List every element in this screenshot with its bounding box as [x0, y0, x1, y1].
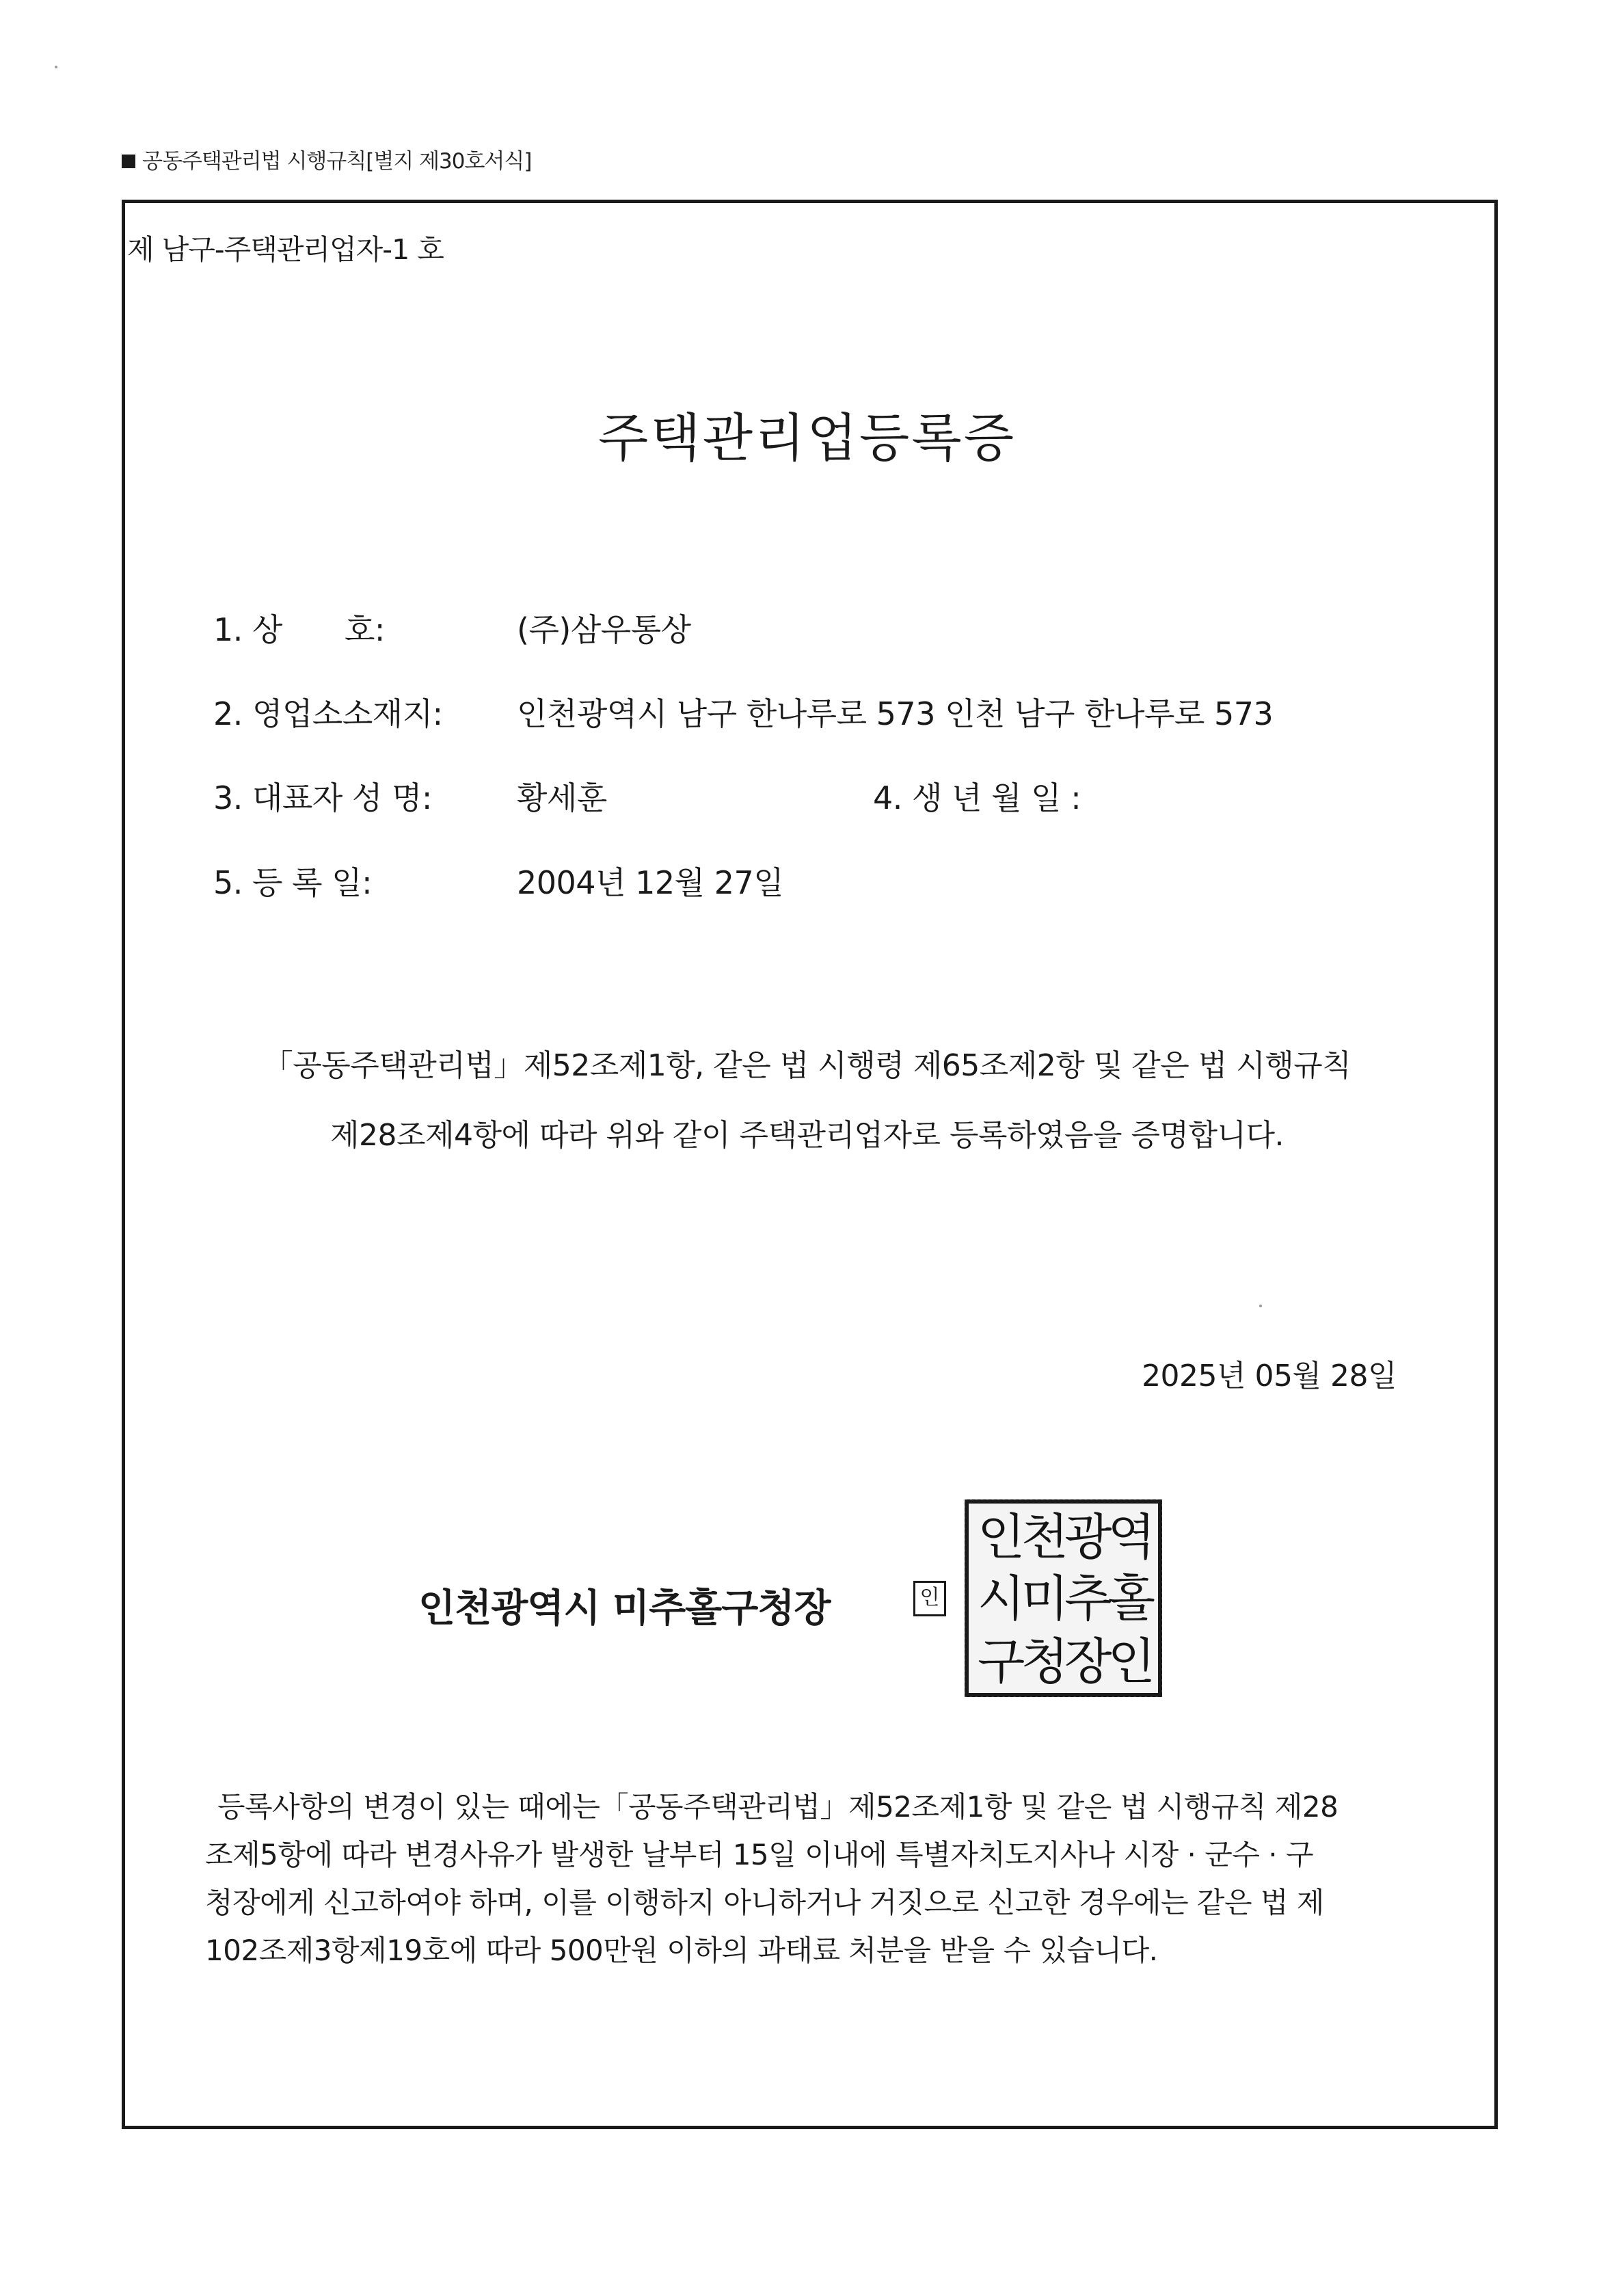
- scan-speck: [55, 66, 57, 68]
- issuer-name: 인천광역시 미추홀구청장: [418, 1586, 831, 1631]
- notice-line: 등록사항의 변경이 있는 때에는「공동주택관리법」제52조제1항 및 같은 법 시행규칙 제28: [217, 1790, 1339, 1824]
- address-value: 인천광역시 남구 한나루로 573 인천 남구 한나루로 573: [517, 695, 1274, 732]
- document-title: 주택관리업등록증: [597, 408, 1017, 468]
- notice-paragraph: [205, 1783, 1408, 1975]
- certification-line: 「공동주택관리법」제52조제1항, 같은 법 시행령 제65조제2항 및 같은 법 시행규칙: [263, 1048, 1351, 1083]
- notice-line: 조제5항에 따라 변경사유가 발생한 날부터 15일 이내에 특별자치도지사나 시장 · 군수 · 구: [205, 1838, 1314, 1871]
- notice-line: 청장에게 신고하여야 하며, 이를 이행하지 아니하거나 거짓으로 신고한 경우에는 같은 법 제: [205, 1886, 1324, 1919]
- registration-date-label: 5. 등 록 일:: [213, 864, 373, 901]
- black-square-icon: [122, 155, 135, 168]
- certification-line: 제28조제4항에 따라 위와 같이 주택관리업자로 등록하였음을 증명합니다.: [330, 1118, 1284, 1153]
- form-reference: [122, 144, 531, 174]
- registration-number: 제 남구-주택관리업자-1 호: [127, 233, 444, 266]
- trade-name-label: 1. 상 호:: [213, 611, 385, 648]
- svg-text:구청장인: 구청장인: [977, 1633, 1152, 1690]
- notice-line: 102조제3항제19호에 따라 500만원 이하의 과태료 처분을 받을 수 있습니다.: [205, 1934, 1158, 1967]
- registration-date-value: 2004년 12월 27일: [517, 864, 784, 901]
- address-label: 2. 영업소소재지:: [213, 695, 443, 732]
- seal-mark: 인: [913, 1581, 946, 1616]
- official-seal-stamp: [965, 1499, 1162, 1697]
- svg-text:시미추홀: 시미추홀: [977, 1570, 1152, 1627]
- scan-speck: [1259, 1305, 1262, 1307]
- representative-value: 황세훈: [517, 779, 607, 816]
- representative-label: 3. 대표자 성 명:: [213, 779, 432, 816]
- form-reference-text: 공동주택관리법 시행규칙[별지 제30호서식]: [142, 149, 532, 174]
- birth-date-label: 4. 생 년 월 일 :: [873, 779, 1081, 816]
- svg-text:인천광역: 인천광역: [977, 1508, 1152, 1566]
- trade-name-value: (주)삼우통상: [517, 611, 691, 648]
- certification-statement: [0, 1031, 1614, 1171]
- issue-date: 2025년 05월 28일: [1142, 1359, 1397, 1393]
